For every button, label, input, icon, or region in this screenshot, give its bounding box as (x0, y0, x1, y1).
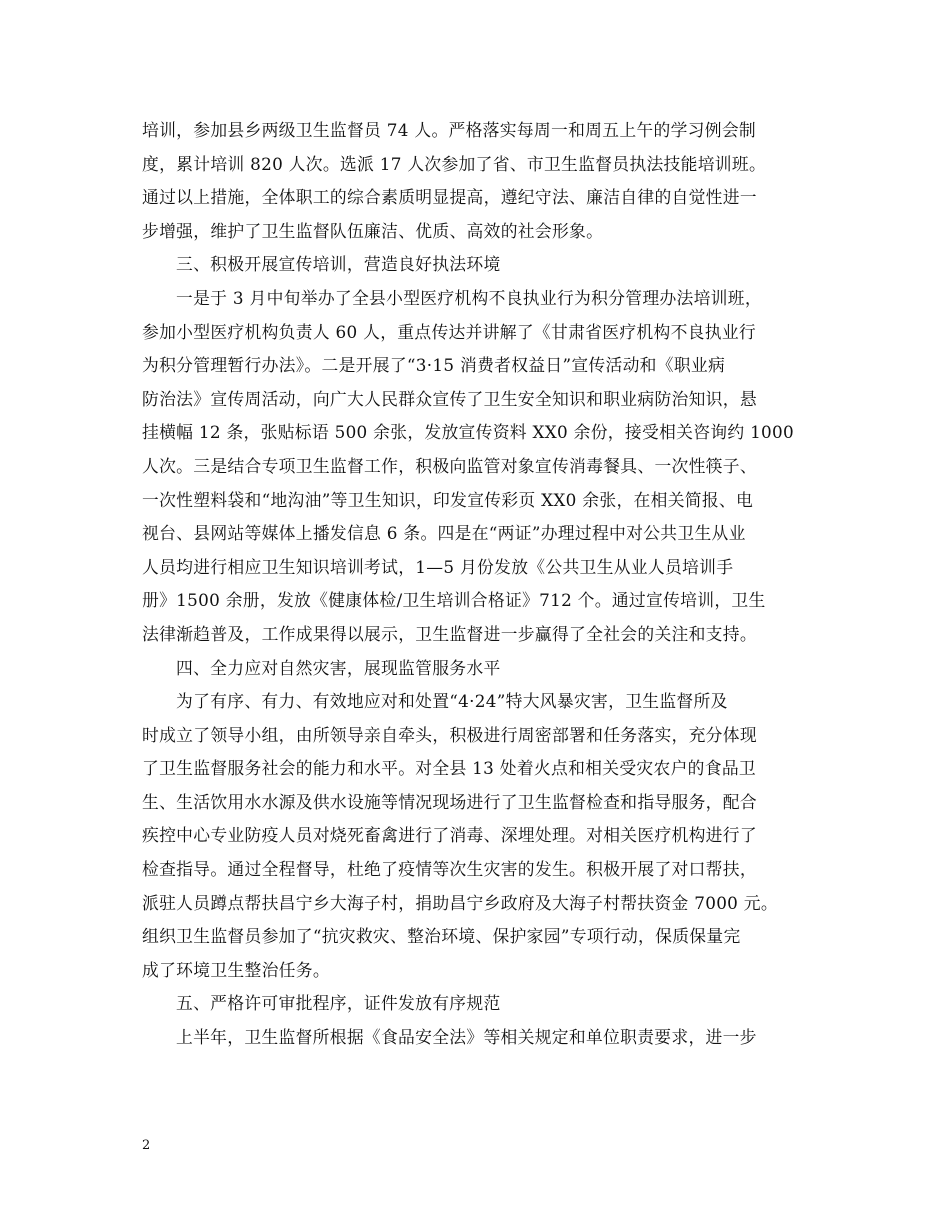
text-line: 一次性塑料袋和“地沟油”等卫生知识，印发宣传彩页 XX0 余张，在相关简报、电 (142, 489, 754, 510)
text-line: 册》1500 余册，发放《健康体检/卫生培训合格证》712 个。通过宣传培训，卫生 (142, 590, 766, 611)
text-line: 法律渐趋普及，工作成果得以展示，卫生监督进一步赢得了全社会的关注和支持。 (142, 623, 757, 644)
paragraph-start-line: 为了有序、有力、有效地应对和处置“4·24”特大风暴灾害，卫生监督所及 (176, 691, 728, 712)
page-number: 2 (142, 1138, 151, 1153)
body-text (142, 114, 827, 1055)
text-line: 度，累计培训 820 人次。选派 17 人次参加了省、市卫生监督员执法技能培训班。 (142, 153, 767, 174)
text-line: 防治法》宣传周活动，向广大人民群众宣传了卫生安全知识和职业病防治知识，悬 (142, 388, 757, 409)
text-line: 为积分管理暂行办法》。二是开展了“3·15 消费者权益日”宣传活动和《职业病 (142, 355, 726, 376)
text-line: 人次。三是结合专项卫生监督工作，积极向监管对象宣传消毒餐具、一次性筷子、 (142, 455, 757, 476)
text-line: 视台、县网站等媒体上播发信息 6 条。四是在“两证”办理过程中对公共卫生从业 (142, 523, 746, 544)
text-line: 检查指导。通过全程督导，杜绝了疫情等次生灾害的发生。积极开展了对口帮扶， (142, 859, 757, 880)
text-line: 培训，参加县乡两级卫生监督员 74 人。严格落实每周一和周五上午的学习例会制 (142, 120, 756, 140)
paragraph-start-line: 五、严格许可审批程序，证件发放有序规范 (176, 993, 501, 1014)
text-line: 生、生活饮用水水源及供水设施等情况现场进行了卫生监督检查和指导服务，配合 (142, 791, 757, 812)
text-line: 时成立了领导小组，由所领导亲自牵头，积极进行周密部署和任务落实，充分体现 (142, 724, 757, 745)
paragraph-start-line: 四、全力应对自然灾害，展现监管服务水平 (176, 657, 501, 678)
paragraph-start-line: 上半年，卫生监督所根据《食品安全法》等相关规定和单位职责要求，进一步 (176, 1027, 757, 1048)
text-line: 人员均进行相应卫生知识培训考试，1—5 月份发放《公共卫生从业人员培训手 (142, 556, 734, 577)
text-line: 挂横幅 12 条，张贴标语 500 余张，发放宣传资料 XX0 余份，接受相关咨询约 1000 (142, 422, 794, 443)
paragraph-start-line: 一是于 3 月中旬举办了全县小型医疗机构不良执业行为积分管理办法培训班， (176, 287, 762, 308)
text-line: 疾控中心专业防疫人员对烧死畜禽进行了消毒、深埋处理。对相关医疗机构进行了 (142, 825, 757, 846)
text-line: 组织卫生监督员参加了“抗灾救灾、整治环境、保护家园”专项行动，保质保量完 (142, 926, 741, 947)
text-line: 参加小型医疗机构负责人 60 人，重点传达并讲解了《甘肃省医疗机构不良执业行 (142, 321, 756, 342)
text-line: 成了环境卫生整治任务。 (142, 959, 330, 980)
text-line: 派驻人员蹲点帮扶昌宁乡大海子村，捐助昌宁乡政府及大海子村帮扶资金 7000 元。 (142, 892, 778, 913)
paragraph-start-line: 三、积极开展宣传培训，营造良好执法环境 (176, 254, 501, 275)
text-line: 步增强，维护了卫生监督队伍廉洁、优质、高效的社会形象。 (142, 220, 604, 241)
text-line: 通过以上措施，全体职工的综合素质明显提高，遵纪守法、廉洁自律的自觉性进一 (142, 187, 757, 208)
text-line: 了卫生监督服务社会的能力和水平。对全县 13 处着火点和相关受灾农户的食品卫 (142, 758, 756, 779)
